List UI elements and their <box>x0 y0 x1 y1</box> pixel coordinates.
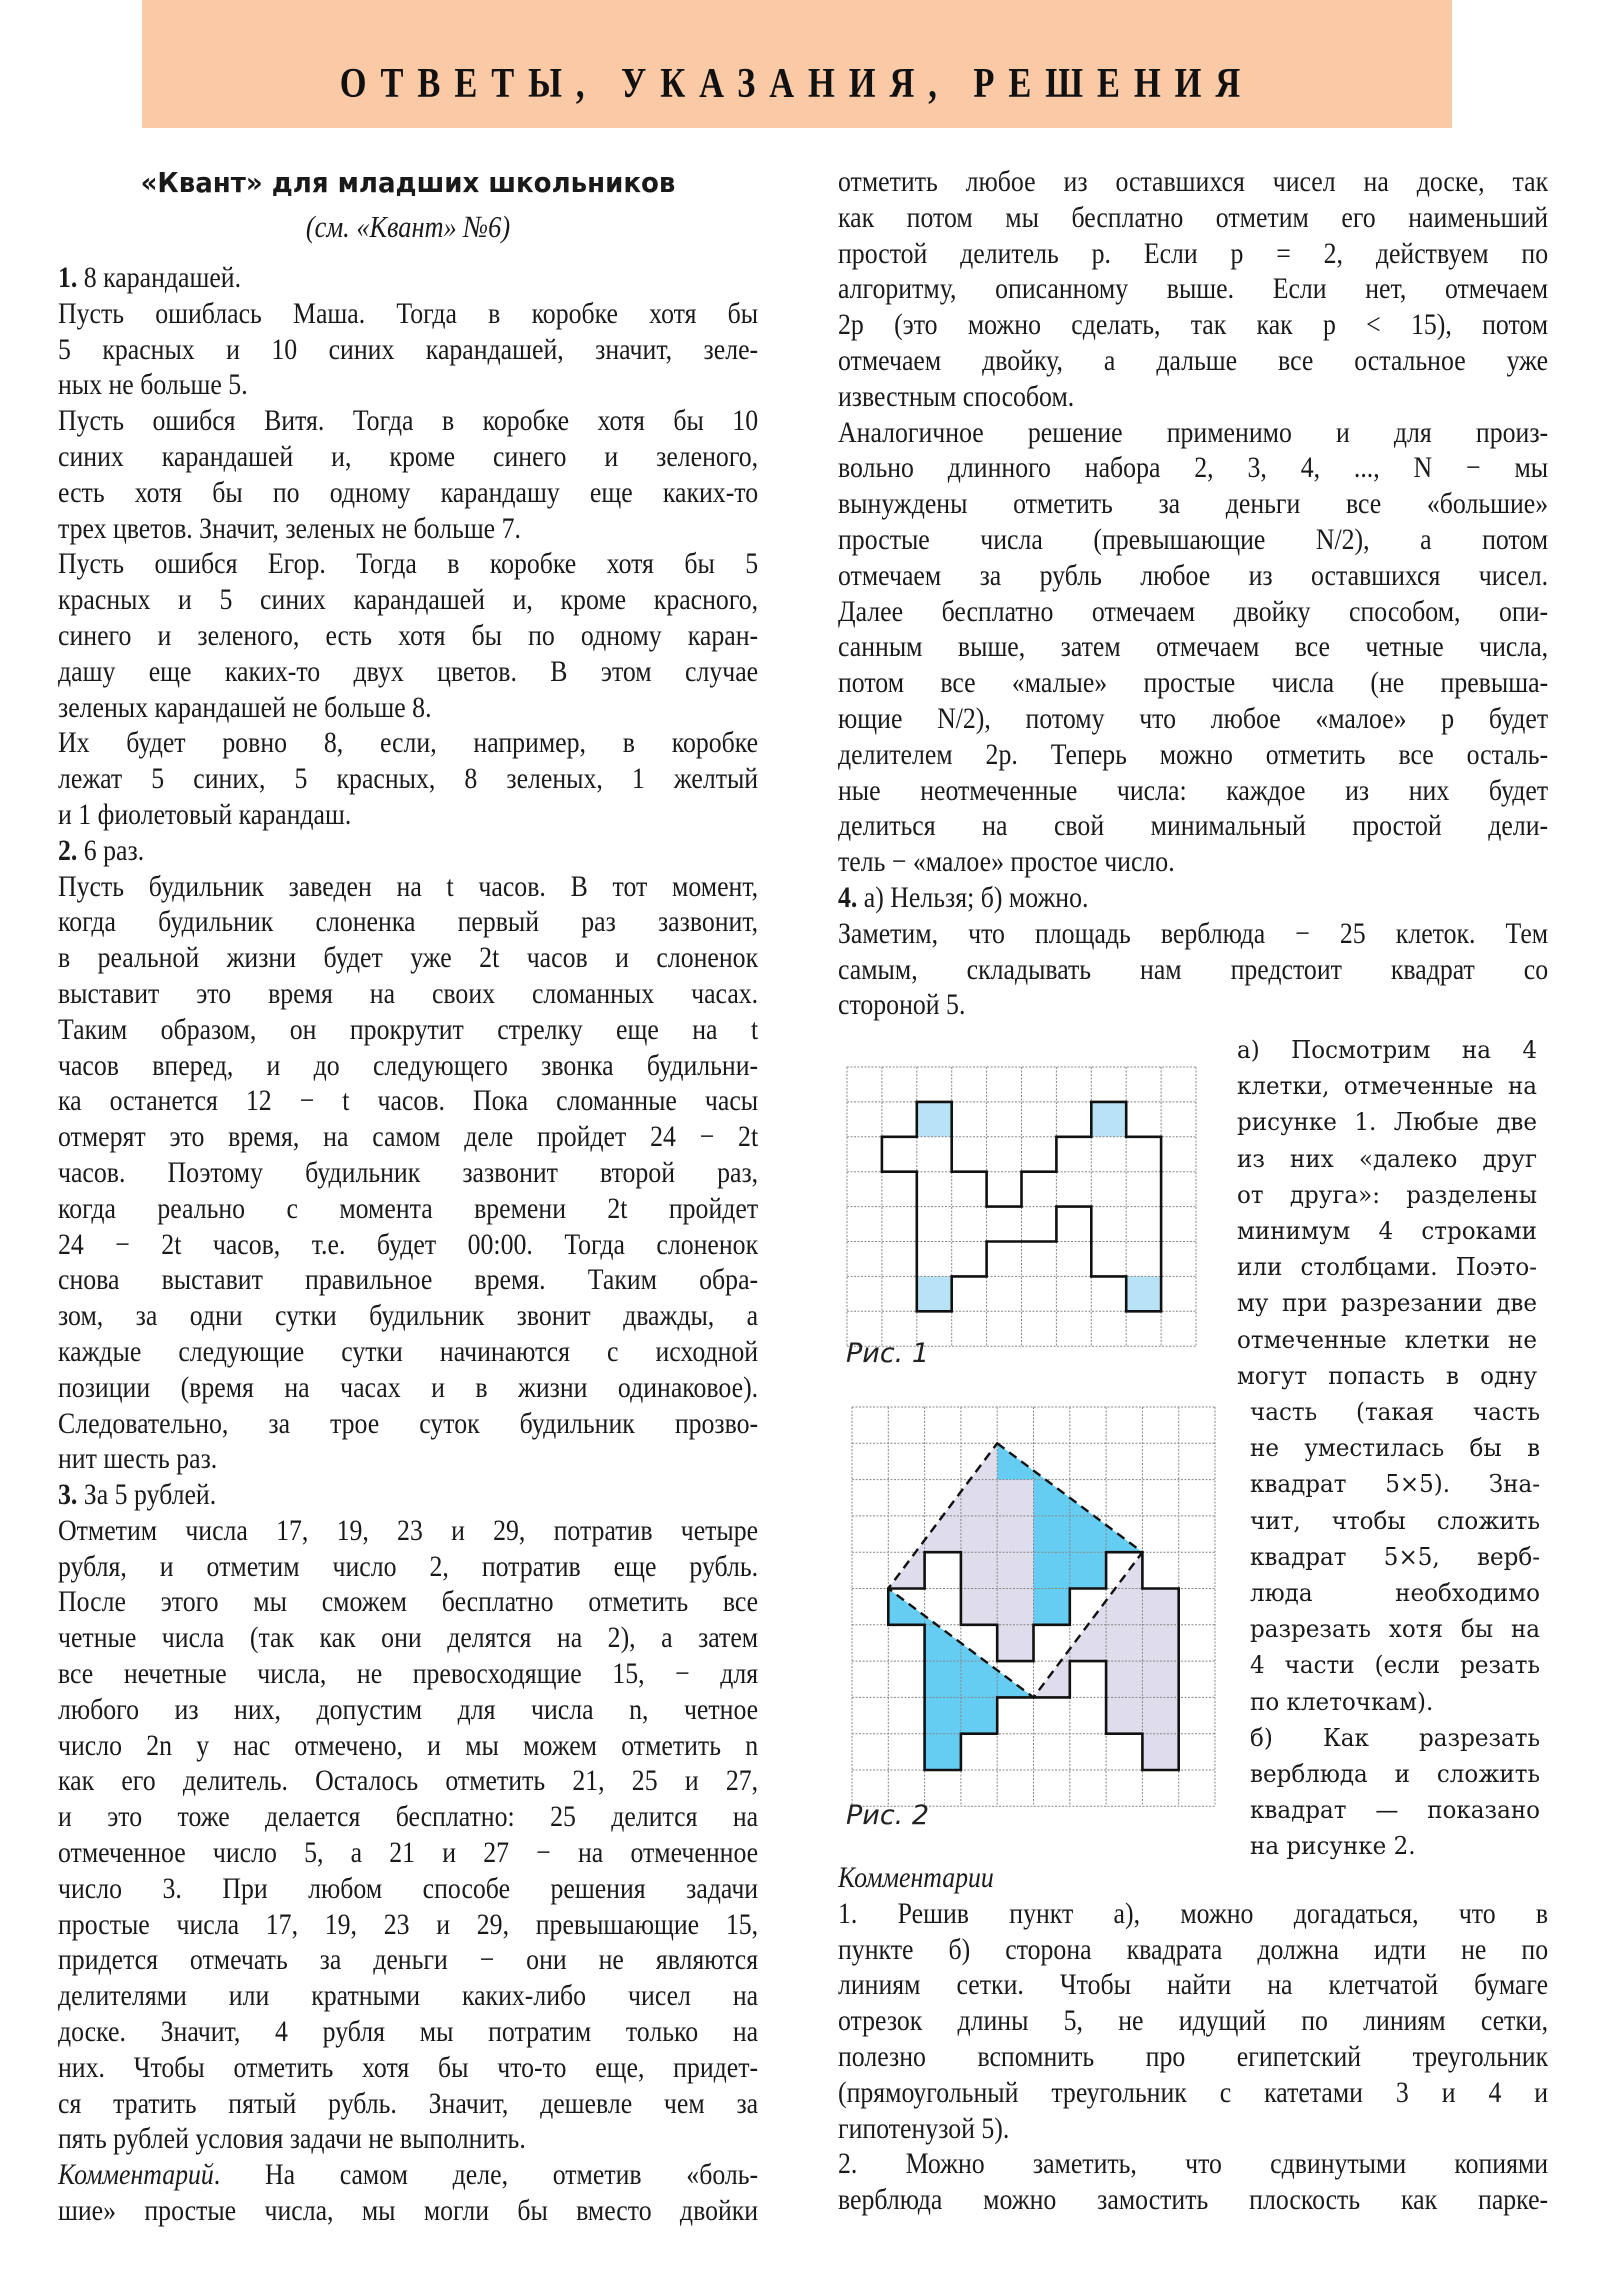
text-line <box>58 1012 758 1048</box>
text-line <box>838 271 1548 307</box>
figure-side-text-2 <box>1250 1394 1540 1864</box>
text-line <box>58 1262 758 1298</box>
line-text: по клеточкам). <box>1250 1686 1434 1716</box>
text-line <box>58 1119 758 1155</box>
line-text: нит шесть раз. <box>58 1442 218 1476</box>
line-text: квадрат 5×5, верб- <box>1250 1541 1541 1571</box>
line-text: отмеченные клетки не <box>1237 1324 1538 1354</box>
text-line <box>58 1441 758 1477</box>
text-line <box>1250 1647 1540 1683</box>
line-text: ющие N/2), потому что любое «малое» p будет <box>838 701 1549 735</box>
text-line <box>838 307 1548 343</box>
left-column <box>58 160 758 2229</box>
text-line <box>58 1620 758 1656</box>
line-text: четные числа (так как они делятся на 2), а затем <box>58 1621 759 1655</box>
line-text: рубля, и отметим число 2, потратив еще рубль. <box>58 1549 759 1583</box>
line-text: стороной 5. <box>838 988 966 1022</box>
text-line <box>1250 1828 1540 1864</box>
line-text: (прямоугольный треугольник с катетами 3 и 4 и <box>838 2075 1549 2109</box>
text-line <box>58 976 758 1012</box>
right-column-text <box>838 164 1548 1023</box>
text-line <box>58 1728 758 1764</box>
line-text: шие» простые числа, мы могли бы вместо двойки <box>58 2194 759 2228</box>
line-text: простые числа 17, 19, 23 и 29, превышающие 15, <box>58 1907 759 1941</box>
line-text: снова выставит правильное время. Таким обра- <box>58 1263 759 1297</box>
line-text: 2. Можно заметить, что сдвинутыми копиями <box>838 2147 1549 2181</box>
marked-cell <box>1126 1276 1161 1311</box>
text-line <box>1250 1756 1540 1792</box>
line-text: За 5 рублей. <box>77 1478 217 1512</box>
text-line <box>58 332 758 368</box>
text-line <box>58 1513 758 1549</box>
text-line <box>58 1763 758 1799</box>
text-line <box>838 2146 1548 2182</box>
line-text: часть (такая часть <box>1250 1397 1541 1426</box>
figure-2-caption: Рис. 2 <box>846 1800 930 1831</box>
text-line <box>838 415 1548 451</box>
line-text: и 1 фиолетовый карандаш. <box>58 797 352 831</box>
right-column <box>838 164 1548 1023</box>
line-text: пункте б) сторона квадрата должна идти не по <box>838 1932 1549 1966</box>
text-line <box>58 1155 758 1191</box>
line-text: как его делитель. Осталось отметить 21, 25 и 27, <box>58 1764 759 1798</box>
line-text: верблюда можно замостить плоскость как парке- <box>838 2183 1549 2217</box>
text-line <box>58 904 758 940</box>
text-line <box>838 987 1548 1023</box>
line-text: когда будильник слоненка первый раз зазвонит, <box>58 905 759 939</box>
line-text: 5 красных и 10 синих карандашей, значит, зеле- <box>58 332 759 366</box>
line-text: Пусть ошибся Егор. Тогда в коробке хотя бы 5 <box>58 547 759 581</box>
line-text: делиться на свой минимальный простой дели- <box>838 809 1549 843</box>
line-text: или столбцами. Поэто- <box>1237 1252 1538 1282</box>
line-text: полезно вспомнить про египетский треугольник <box>838 2039 1549 2073</box>
problem-number: 3. <box>58 1478 78 1512</box>
text-line <box>58 2121 758 2157</box>
text-line <box>838 236 1548 272</box>
text-line <box>1250 1720 1540 1756</box>
line-text: на рисунке 2. <box>1250 1831 1416 1861</box>
line-text: от друга»: разделены <box>1237 1179 1538 1209</box>
text-line <box>58 690 758 726</box>
text-line <box>58 2050 758 2086</box>
figure-side-text <box>1237 1032 1537 1394</box>
line-text: б) Как разрезать <box>1250 1722 1541 1752</box>
italic-label: Комментарий <box>58 2158 214 2192</box>
text-line <box>1237 1213 1537 1249</box>
line-text: Заметим, что площадь верблюда − 25 клеток. Тем <box>838 916 1549 950</box>
text-line <box>838 916 1548 952</box>
text-line <box>838 1932 1548 1968</box>
text-line <box>58 546 758 582</box>
text-line <box>838 629 1548 665</box>
line-text: ся тратить пятый рубль. Значит, дешевле чем за <box>58 2086 759 2120</box>
line-text: делителем 2p. Теперь можно отметить все осталь- <box>838 737 1549 771</box>
line-text: Отметим числа 17, 19, 23 и 29, потратив четыре <box>58 1513 759 1547</box>
line-text: зеленых карандашей не больше 8. <box>58 690 432 724</box>
text-line <box>838 522 1548 558</box>
line-text: число 2n у нас отмечено, и мы можем отметить n <box>58 1728 759 1762</box>
line-text: линиям сетки. Чтобы найти на клетчатой бумаге <box>838 1968 1549 2002</box>
line-text: му при разрезании две <box>1237 1288 1538 1318</box>
line-text: отмечаем двойку, а дальше все остальное уже <box>838 343 1549 377</box>
line-text: После этого мы сможем бесплатно отметить все <box>58 1585 759 1619</box>
line-text: отмеченное число 5, а 21 и 27 − на отмеченное <box>58 1836 759 1870</box>
line-text: алгоритму, описанному выше. Если нет, отмечаем <box>838 272 1549 306</box>
text-line <box>1250 1611 1540 1647</box>
line-text: ных не больше 5. <box>58 368 248 402</box>
line-text: клетки, отмеченные на <box>1237 1071 1538 1101</box>
text-line <box>58 582 758 618</box>
line-text: число 3. При любом способе решения задачи <box>58 1871 759 1905</box>
text-line <box>838 737 1548 773</box>
figure-1-camel-grid <box>845 1065 1200 1350</box>
line-text: 4 части (если резать <box>1250 1650 1541 1680</box>
text-line <box>58 367 758 403</box>
text-line <box>58 439 758 475</box>
text-line <box>1237 1177 1537 1213</box>
text-line <box>58 403 758 439</box>
line-text: пять рублей условия задачи не выполнить. <box>58 2122 526 2156</box>
line-text: Следовательно, за трое суток будильник прозво- <box>58 1406 759 1440</box>
line-text: и это тоже делается бесплатно: 25 делится на <box>58 1800 759 1834</box>
line-text: 24 − 2t часов, т.е. будет 00:00. Тогда слоненок <box>58 1227 759 1261</box>
text-line <box>58 260 758 296</box>
line-text: часов вперед, и до следующего звонка будильни- <box>58 1048 759 1082</box>
line-text: разрезать хотя бы на <box>1250 1614 1541 1644</box>
text-line <box>1237 1141 1537 1177</box>
line-text: чит, чтобы сложить <box>1250 1505 1541 1535</box>
line-text: отмечаем за рубль любое из оставшихся чисел. <box>838 558 1549 592</box>
line-text: как потом мы бесплатно отметим его наименьший <box>838 200 1549 234</box>
text-line <box>58 654 758 690</box>
text-line <box>838 558 1548 594</box>
text-line <box>58 797 758 833</box>
line-text: минимум 4 строками <box>1237 1215 1538 1245</box>
line-text: простой делитель p. Если p = 2, действуем по <box>838 236 1549 270</box>
text-line <box>58 1406 758 1442</box>
line-text: Таким образом, он прокрутит стрелку еще на t <box>58 1012 759 1046</box>
problem-number: 2. <box>58 833 78 867</box>
side-text-part-1 <box>1237 1032 1537 1394</box>
text-line <box>58 475 758 511</box>
text-line <box>838 486 1548 522</box>
text-line <box>838 2003 1548 2039</box>
text-line <box>838 808 1548 844</box>
text-line <box>58 1871 758 1907</box>
text-line <box>1250 1466 1540 1502</box>
text-line <box>838 594 1548 630</box>
text-line <box>1237 1322 1537 1358</box>
line-text: Пусть ошиблась Маша. Тогда в коробке хотя бы <box>58 296 759 330</box>
text-line <box>58 725 758 761</box>
text-line <box>838 701 1548 737</box>
line-text: любого из них, допустим для числа n, четное <box>58 1692 759 1726</box>
comments-block <box>838 1860 1548 2218</box>
line-text: потом все «малые» простые числа (не превыша- <box>838 666 1549 700</box>
line-text: 8 карандашей. <box>77 261 242 294</box>
marked-cell <box>1091 1102 1126 1137</box>
text-line <box>58 511 758 547</box>
line-text: в реальной жизни будет уже 2t часов и слоненок <box>58 941 759 975</box>
text-line <box>838 343 1548 379</box>
line-text: . На самом деле, отметив «боль- <box>213 2158 759 2192</box>
text-line <box>1250 1539 1540 1575</box>
line-text: красных и 5 синих карандашей и, кроме красного, <box>58 583 759 617</box>
line-text: них. Чтобы отметить хотя бы что-то еще, придет- <box>58 2050 759 2084</box>
line-text: Далее бесплатно отмечаем двойку способом, опи- <box>838 594 1549 628</box>
text-line <box>58 940 758 976</box>
text-line <box>838 450 1548 486</box>
line-text: синих карандашей и, кроме синего и зеленого, <box>58 439 759 473</box>
text-line <box>1237 1104 1537 1140</box>
line-text: а) Нельзя; б) можно. <box>857 880 1089 914</box>
line-text: зом, за одни сутки будильник звонит дважды, а <box>58 1299 759 1333</box>
line-text: известным способом. <box>838 379 1075 413</box>
text-line <box>58 1048 758 1084</box>
text-line <box>58 1692 758 1728</box>
section-banner <box>142 0 1452 128</box>
line-text: гипотенузой 5). <box>838 2111 1010 2145</box>
comments-heading: Комментарии <box>838 1861 994 1894</box>
text-line <box>1237 1249 1537 1285</box>
text-line <box>58 1298 758 1334</box>
line-text: есть хотя бы по одному карандашу еще каких-то <box>58 475 759 509</box>
line-text: Пусть будильник заведен на t часов. В тот момент, <box>58 869 759 903</box>
line-text: каждые следующие сутки начинаются с исходной <box>58 1334 759 1368</box>
text-line <box>838 379 1548 415</box>
line-text: отрезок длины 5, не идущий по линиям сетки, <box>838 2004 1549 2038</box>
line-text: синего и зеленого, есть хотя бы по одному каран- <box>58 618 759 652</box>
line-text: ные неотмеченные числа: каждое из них будет <box>838 773 1549 807</box>
marked-cell <box>917 1276 952 1311</box>
text-line <box>58 1978 758 2014</box>
line-text: трех цветов. Значит, зеленых не больше 7. <box>58 511 521 545</box>
text-line <box>1237 1032 1537 1068</box>
line-text: а) Посмотрим на 4 <box>1237 1035 1538 1064</box>
section-heading: «Квант» для младших школьников <box>140 166 676 199</box>
text-line <box>58 869 758 905</box>
text-line <box>58 2193 758 2229</box>
line-text: отмерят это время, на самом деле пройдет 24 − 2t <box>58 1120 759 1154</box>
line-text: из них «далеко друг <box>1237 1143 1538 1173</box>
left-column-text <box>58 260 758 2229</box>
line-text: Пусть ошибся Витя. Тогда в коробке хотя бы 10 <box>58 404 759 438</box>
text-line <box>58 1191 758 1227</box>
text-line <box>838 1967 1548 2003</box>
text-line <box>1250 1792 1540 1828</box>
text-line <box>58 833 758 869</box>
text-line <box>1250 1430 1540 1466</box>
line-text: позиции (время на часах и в жизни одинаковое). <box>58 1370 759 1404</box>
text-line <box>1237 1068 1537 1104</box>
line-text: вольно длинного набора 2, 3, 4, ..., N − мы <box>838 451 1549 485</box>
text-line <box>58 1907 758 1943</box>
text-line <box>838 1896 1548 1932</box>
text-line <box>58 1835 758 1871</box>
text-line <box>58 1083 758 1119</box>
line-text: придется отмечать за деньги − они не являются <box>58 1943 759 1977</box>
figure-1-caption: Рис. 1 <box>846 1338 930 1369</box>
line-text: рисунке 1. Любые две <box>1237 1107 1538 1137</box>
text-line <box>1250 1394 1540 1430</box>
text-line <box>58 1477 758 1513</box>
line-text: верблюда и сложить <box>1250 1758 1541 1788</box>
text-line <box>838 844 1548 880</box>
text-line <box>58 2086 758 2122</box>
marked-cell <box>917 1102 952 1137</box>
text-line <box>838 200 1548 236</box>
text-line <box>1250 1575 1540 1611</box>
text-line <box>1237 1358 1537 1394</box>
line-text: Аналогичное решение применимо и для произ- <box>838 415 1549 449</box>
text-line <box>58 296 758 332</box>
text-line <box>838 2075 1548 2111</box>
text-line <box>58 1656 758 1692</box>
line-text: 2p (это можно сделать, так как p < 15), потом <box>838 308 1549 342</box>
line-text: тель − «малое» простое число. <box>838 845 1175 879</box>
text-line <box>58 1370 758 1406</box>
text-line <box>838 665 1548 701</box>
section-subheading: (см. «Квант» №6) <box>305 209 511 244</box>
line-text: квадрат — показано <box>1250 1795 1541 1825</box>
text-line <box>58 1799 758 1835</box>
text-line <box>58 1584 758 1620</box>
text-line <box>838 2039 1548 2075</box>
text-line <box>58 1942 758 1978</box>
text-line <box>58 2157 758 2193</box>
line-text: дашу еще каких-то двух цветов. В этом случае <box>58 654 759 688</box>
text-line <box>58 1227 758 1263</box>
text-line <box>838 2111 1548 2147</box>
text-line <box>58 618 758 654</box>
text-line <box>838 2182 1548 2218</box>
banner-title: ОТВЕТЫ, УКАЗАНИЯ, РЕШЕНИЯ <box>339 61 1255 107</box>
line-text: когда реально с момента времени 2t пройдет <box>58 1191 759 1225</box>
side-text-part-2 <box>1250 1394 1540 1864</box>
line-text: могут попасть в одну <box>1237 1360 1538 1390</box>
line-text: не уместилась бы в <box>1250 1433 1541 1463</box>
line-text: все нечетные числа, не превосходящие 15, − для <box>58 1657 759 1691</box>
line-text: отметить любое из оставшихся чисел на доске, так <box>838 165 1549 198</box>
text-line <box>58 1549 758 1585</box>
line-text: доске. Значит, 4 рубля мы потратим только на <box>58 2015 759 2049</box>
line-text: делителями или кратными каких-либо чисел на <box>58 1979 759 2013</box>
line-text: ка останется 12 − t часов. Пока сломанные часы <box>58 1084 759 1118</box>
text-line <box>58 761 758 797</box>
line-text: Их будет ровно 8, если, например, в коробке <box>58 726 759 760</box>
text-line <box>58 2014 758 2050</box>
line-text: часов. Поэтому будильник зазвонит второй раз, <box>58 1155 759 1189</box>
problem-number: 1. <box>58 261 78 294</box>
line-text: квадрат 5×5). Зна- <box>1250 1469 1541 1499</box>
text-line <box>1250 1503 1540 1539</box>
text-line <box>838 952 1548 988</box>
line-text: 6 раз. <box>77 833 145 867</box>
text-line <box>838 773 1548 809</box>
comments-text <box>838 1896 1548 2218</box>
problem-number: 4. <box>838 880 858 914</box>
line-text: простые числа (превышающие N/2), а потом <box>838 522 1549 556</box>
line-text: выставит это время на своих сломанных часах. <box>58 976 759 1010</box>
figure-2-camel-square <box>850 1405 1220 1807</box>
line-text: вынуждены отметить за деньги все «большие» <box>838 487 1549 521</box>
line-text: 1. Решив пункт а), можно догадаться, что в <box>838 1896 1549 1930</box>
text-line <box>838 164 1548 200</box>
line-text: самым, складывать нам предстоит квадрат со <box>838 952 1549 986</box>
line-text: санным выше, затем отмечаем все четные числа, <box>838 630 1549 664</box>
text-line <box>838 880 1548 916</box>
line-text: люда необходимо <box>1250 1577 1541 1607</box>
text-line <box>58 1334 758 1370</box>
text-line <box>1237 1285 1537 1321</box>
line-text: лежат 5 синих, 5 красных, 8 зеленых, 1 желтый <box>58 762 759 796</box>
text-line <box>1250 1684 1540 1720</box>
